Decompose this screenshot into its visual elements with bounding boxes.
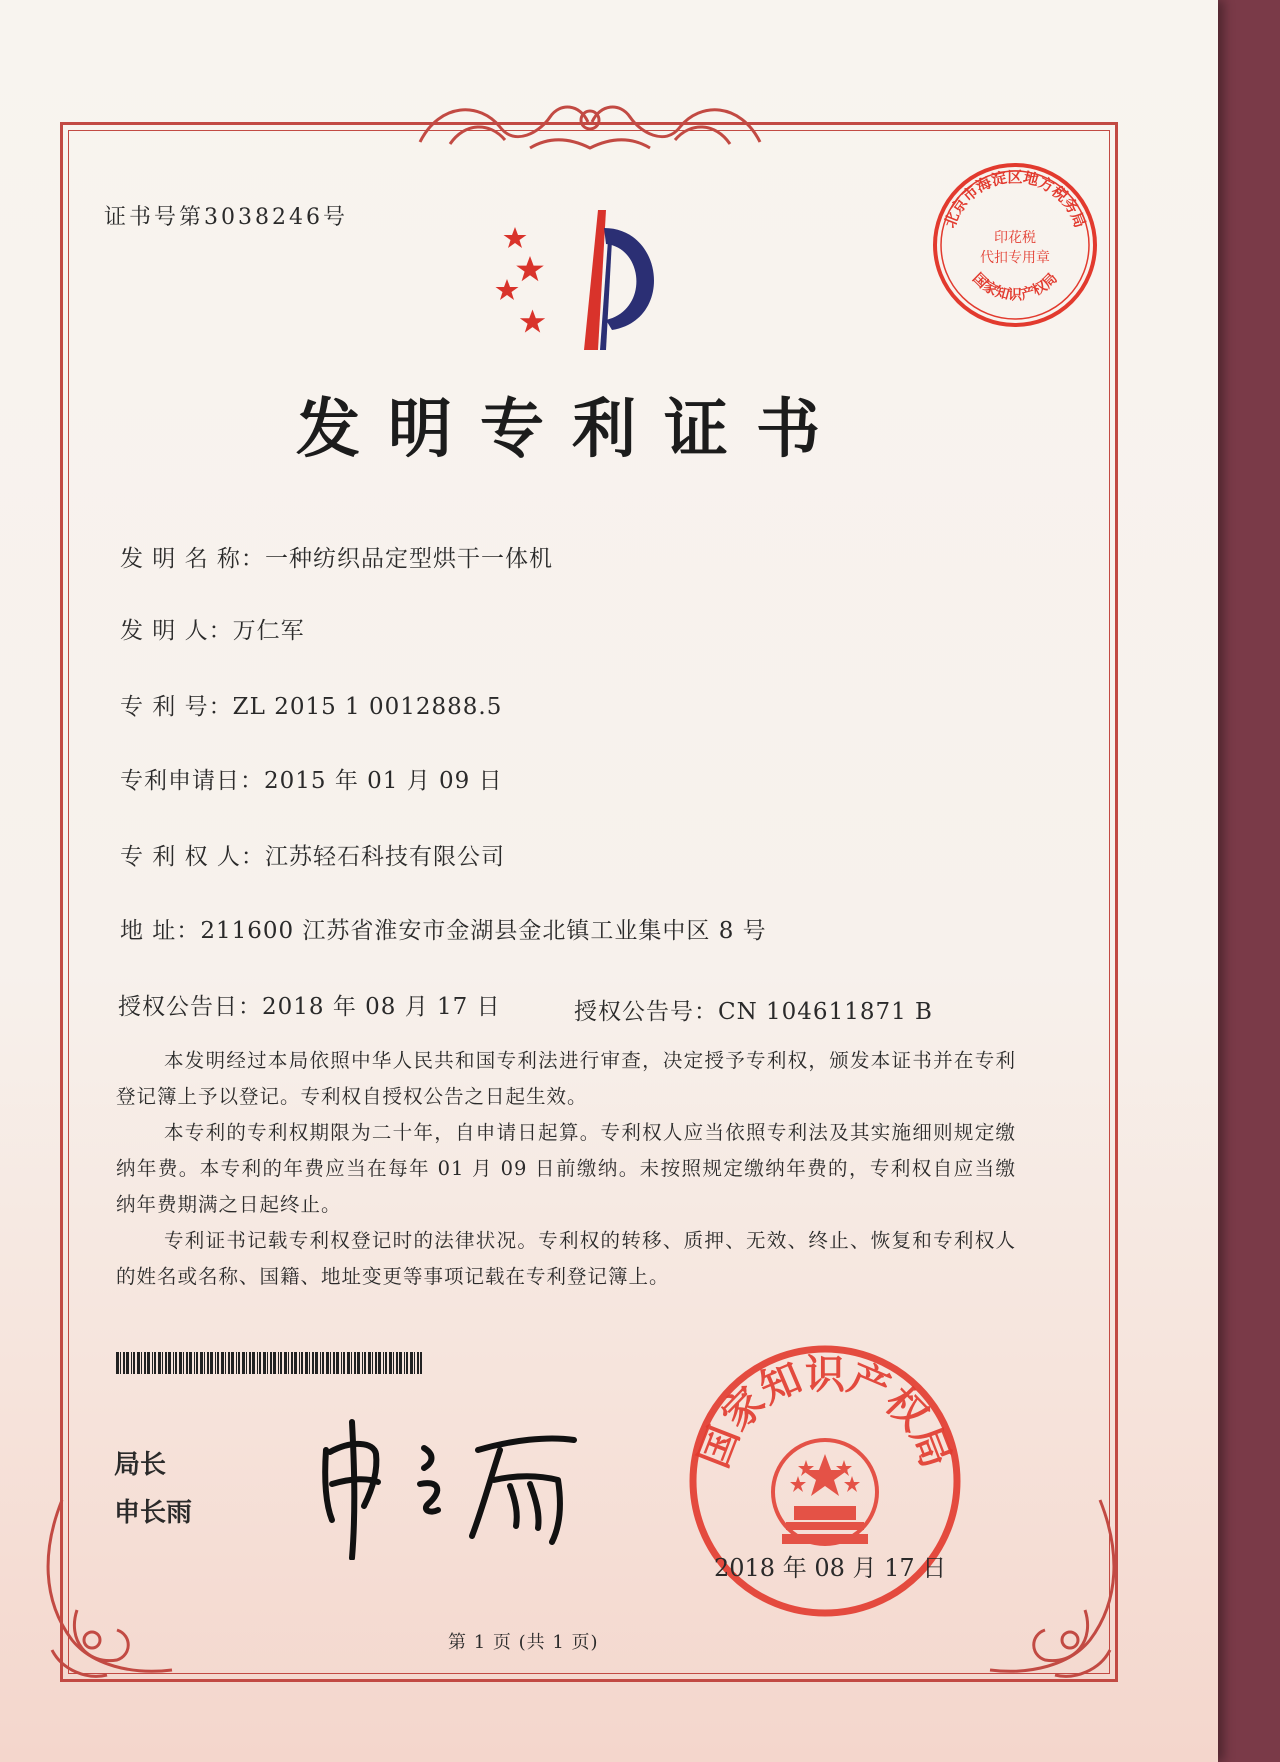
barcode-bar <box>207 1352 209 1374</box>
barcode-bar <box>162 1352 163 1374</box>
barcode-bar <box>179 1352 182 1374</box>
barcode-bar <box>228 1352 230 1374</box>
barcode-bar <box>315 1352 318 1374</box>
field-grant-no <box>574 993 933 1026</box>
seal-ring-text: 国家知识产权局 <box>690 1351 960 1475</box>
barcode-bar <box>420 1352 422 1374</box>
field-value: 2015 年 01 月 09 日 <box>264 768 503 794</box>
field-grant-date <box>118 988 501 1021</box>
tax-stamp-seal-icon <box>930 160 1100 330</box>
director-title: 局长 <box>114 1450 167 1480</box>
barcode-bar <box>137 1352 140 1374</box>
body-paragraph-1: 本发明经过本局依照中华人民共和国专利法进行审查，决定授予专利权，颁发本证书并在专利登记簿上予以登记。专利权自授权公告之日起生效。 <box>116 1049 1016 1108</box>
barcode-bar <box>221 1352 224 1374</box>
barcode-bar <box>378 1352 381 1374</box>
barcode-bar <box>312 1352 314 1374</box>
barcode-bar <box>406 1352 408 1374</box>
barcode-bar <box>410 1352 413 1374</box>
certificate-number: 证书号第3038246号 <box>104 205 348 230</box>
patent-office-emblem-icon <box>494 210 694 360</box>
barcode-bar <box>186 1352 188 1374</box>
barcode-bar <box>326 1352 329 1374</box>
barcode-bar <box>396 1352 398 1374</box>
barcode-bar <box>417 1352 419 1374</box>
barcode-bar <box>126 1352 129 1374</box>
barcode-bar <box>284 1352 287 1374</box>
barcode-bar <box>217 1352 219 1374</box>
barcode-bar <box>291 1352 293 1374</box>
body-paragraph-2: 本专利的专利权期限为二十年，自申请日起算。专利权人应当依照专利法及其实施细则规定缴纳年费。本专利的年费应当在每年 01 月 09 日前缴纳。未按照规定缴纳年费的，专利权自应当缴纳年费期满之日起终止。 <box>116 1121 1016 1216</box>
field-value: 江苏轻石科技有限公司 <box>264 844 505 870</box>
director-name: 申长雨 <box>114 1498 193 1528</box>
barcode-bar <box>238 1352 240 1374</box>
barcode-bar <box>263 1352 266 1374</box>
field-label: 发 明 人： <box>120 618 233 644</box>
barcode-bar <box>231 1352 234 1374</box>
field-inventor <box>120 612 305 645</box>
body-paragraph-3: 专利证书记载专利权登记时的法律状况。专利权的转移、质押、无效、终止、恢复和专利权人的姓名或名称、国籍、地址变更等事项记载在专利登记簿上。 <box>116 1229 1016 1288</box>
barcode-bar <box>116 1352 119 1374</box>
barcode-bar <box>215 1352 216 1374</box>
barcode-bar <box>144 1352 146 1374</box>
barcode-bar <box>322 1352 324 1374</box>
field-label: 发 明 名 称： <box>120 546 265 572</box>
barcode-bar <box>141 1352 142 1374</box>
barcode-bar <box>168 1352 171 1374</box>
tax-stamp-bottom-text: 国家知识产权局 <box>969 270 1061 304</box>
barcode-bar <box>330 1352 331 1374</box>
barcode-bar <box>389 1352 392 1374</box>
barcode-bar <box>341 1352 342 1374</box>
barcode-bar <box>393 1352 394 1374</box>
field-label: 授权公告号： <box>574 999 718 1025</box>
barcode-bar <box>354 1352 356 1374</box>
barcode-bar <box>351 1352 352 1374</box>
barcode-bar <box>364 1352 366 1374</box>
barcode-bar <box>173 1352 174 1374</box>
field-filing-date <box>120 762 503 795</box>
field-invention-name <box>120 540 553 573</box>
barcode-bar <box>175 1352 177 1374</box>
barcode-bar <box>210 1352 213 1374</box>
barcode-bar <box>270 1352 272 1374</box>
field-value: 一种纺织品定型烘干一体机 <box>264 546 553 572</box>
barcode-bar <box>399 1352 402 1374</box>
field-patent-no <box>120 688 502 721</box>
barcode-bar <box>320 1352 321 1374</box>
field-label: 地 址： <box>120 918 201 944</box>
top-ornament-icon <box>410 92 770 158</box>
barcode-bar <box>404 1352 405 1374</box>
barcode-bar <box>385 1352 387 1374</box>
field-value: 万仁军 <box>232 618 305 644</box>
barcode-bar <box>257 1352 258 1374</box>
tax-stamp-center-1: 印花税 <box>994 230 1036 246</box>
barcode-bar <box>152 1352 153 1374</box>
bottom-right-ornament-icon <box>980 1490 1130 1690</box>
barcode-bar <box>375 1352 377 1374</box>
barcode-bar <box>333 1352 335 1374</box>
field-value: CN 104611871 B <box>718 999 933 1025</box>
barcode-bar <box>309 1352 310 1374</box>
tax-stamp-center-2: 代扣专用章 <box>980 250 1050 266</box>
barcode-bar <box>165 1352 167 1374</box>
barcode-bar <box>183 1352 184 1374</box>
barcode-bar <box>280 1352 282 1374</box>
barcode-bar <box>123 1352 125 1374</box>
barcode-bar <box>196 1352 198 1374</box>
barcode-bar <box>278 1352 279 1374</box>
svg-text:北京市海淀区地方税务局 <box>941 168 1090 230</box>
field-patentee <box>120 838 505 871</box>
barcode-bar <box>357 1352 360 1374</box>
field-value: 2018 年 08 月 17 日 <box>262 994 501 1020</box>
barcode-bar <box>414 1352 415 1374</box>
barcode-bar <box>147 1352 150 1374</box>
field-label: 专 利 号： <box>120 694 233 720</box>
page-number: 第 1 页 (共 1 页) <box>448 1632 599 1653</box>
barcode-bar <box>236 1352 237 1374</box>
barcode-bar <box>252 1352 255 1374</box>
barcode-bar <box>200 1352 203 1374</box>
seal-date: 2018 年 08 月 17 日 <box>714 1554 947 1582</box>
field-label: 授权公告日： <box>118 994 262 1020</box>
barcode-bar <box>267 1352 268 1374</box>
barcode-bar <box>383 1352 384 1374</box>
barcode-bar <box>362 1352 363 1374</box>
barcode-bar <box>368 1352 371 1374</box>
field-label: 专 利 权 人： <box>120 844 265 870</box>
signature-icon <box>312 1410 582 1560</box>
field-address <box>120 912 767 945</box>
field-label: 专利申请日： <box>120 768 264 794</box>
barcode-bar <box>204 1352 205 1374</box>
barcode-bar <box>372 1352 373 1374</box>
barcode-bar <box>299 1352 300 1374</box>
barcode-bar <box>336 1352 339 1374</box>
barcode-bar <box>225 1352 226 1374</box>
barcode-bar <box>259 1352 261 1374</box>
barcode-bar <box>242 1352 245 1374</box>
barcode-bar <box>294 1352 297 1374</box>
barcode-bar <box>288 1352 289 1374</box>
field-value: 211600 江苏省淮安市金湖县金北镇工业集中区 8 号 <box>200 918 767 944</box>
barcode-bar <box>273 1352 276 1374</box>
barcode-bar <box>154 1352 156 1374</box>
svg-text:国家知识产权局 <box>969 270 1061 304</box>
field-value: ZL 2015 1 0012888.5 <box>232 694 503 720</box>
tax-stamp-ring-text: 北京市海淀区地方税务局 <box>940 168 1090 231</box>
barcode-bar <box>347 1352 350 1374</box>
barcode-bar <box>301 1352 303 1374</box>
barcode-bar <box>133 1352 135 1374</box>
barcode-bar <box>305 1352 308 1374</box>
certificate-title: 发明专利证书 <box>296 392 848 467</box>
barcode-bar <box>246 1352 247 1374</box>
barcode-bar <box>249 1352 251 1374</box>
barcode-bar <box>120 1352 121 1374</box>
barcode-bar <box>189 1352 192 1374</box>
barcode-bar <box>343 1352 345 1374</box>
barcode-bar <box>158 1352 161 1374</box>
barcode-bar <box>131 1352 132 1374</box>
barcode-bar <box>194 1352 195 1374</box>
barcode-icon <box>116 1352 422 1374</box>
